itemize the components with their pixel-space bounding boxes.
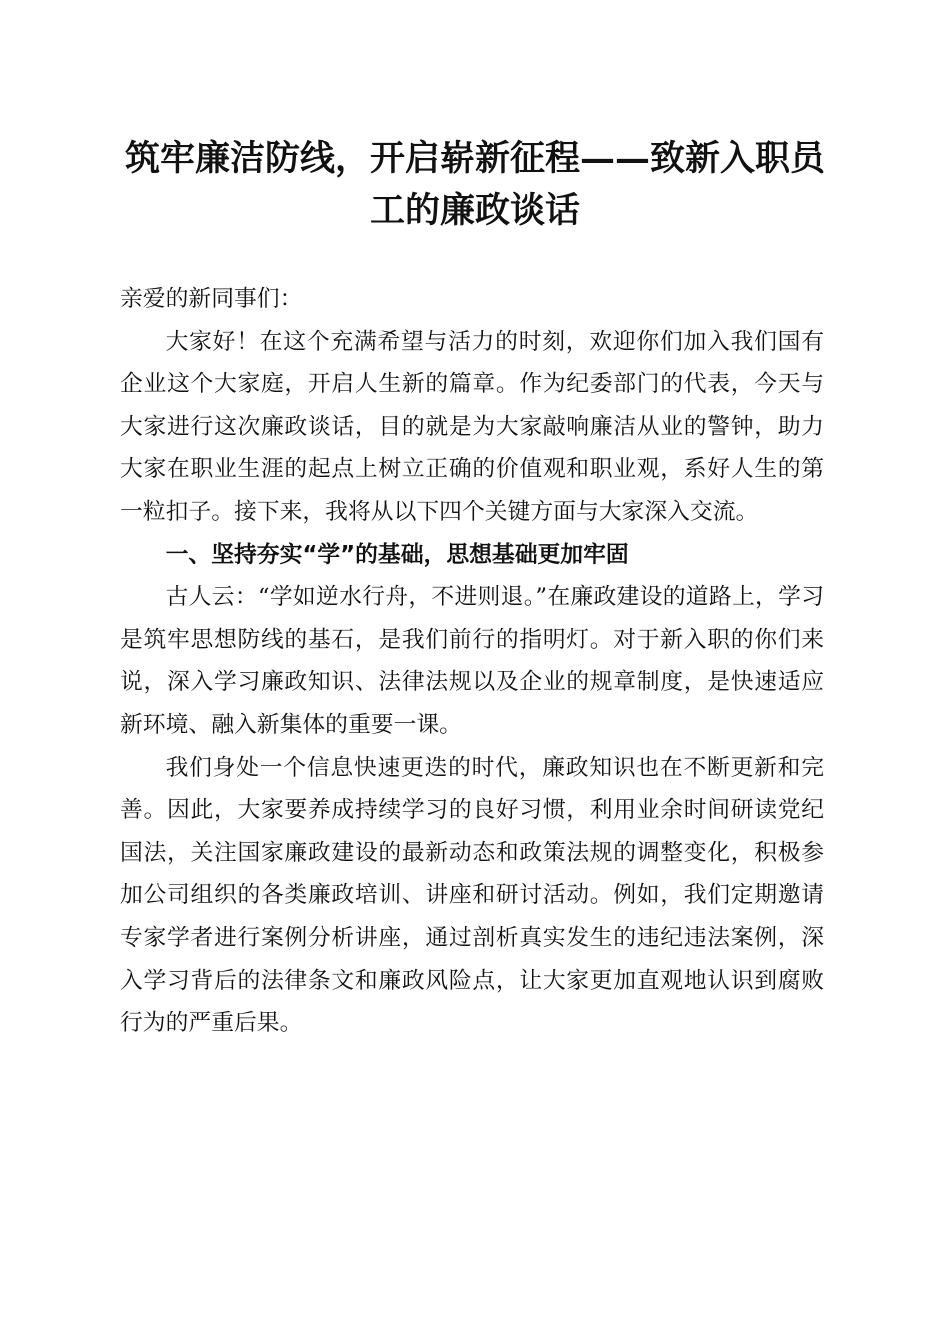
- section-1-paragraph-2: 我们身处一个信息快速更迭的时代，廉政知识也在不断更新和完善。因此，大家要养成持续学习的良好习惯，利用业余时间研读党纪国法，关注国家廉政建设的最新动态和政策法规的调整变化，积极参加公司组织的各类廉政培训、讲座和研讨活动。例如，我们定期邀请专家学者进行案例分析讲座，通过剖析真实发生的违纪违法案例，深入学习背后的法律条文和廉政风险点，让大家更加直观地认识到腐败行为的严重后果。: [120, 754, 824, 1037]
- intro-paragraph: 大家好！在这个充满希望与活力的时刻，欢迎你们加入我们国有企业这个大家庭，开启人生新的篇章。作为纪委部门的代表，今天与大家进行这次廉政谈话，目的就是为大家敲响廉洁从业的警钟，助力大家在职业生涯的起点上树立正确的价值观和职业观，系好人生的第一粒扣子。接下来，我将从以下四个关键方面与大家深入交流。: [120, 328, 824, 525]
- document-title: 筑牢廉洁防线，开启崭新征程——致新入职员工的廉政谈话: [124, 138, 825, 231]
- salutation: 亲爱的新同事们：: [120, 286, 303, 312]
- section-1-paragraph-1: 古人云：“学如逆水行舟，不进则退。”在廉政建设的道路上，学习是筑牢思想防线的基石，是我们前行的指明灯。对于新入职的你们来说，深入学习廉政知识、法律法规以及企业的规章制度，是快速适应新环境、融入新集体的重要一课。: [120, 584, 824, 738]
- section-1-heading: 一、坚持夯实“学”的基础，思想基础更加牢固: [165, 541, 629, 568]
- document-body: [120, 278, 824, 1045]
